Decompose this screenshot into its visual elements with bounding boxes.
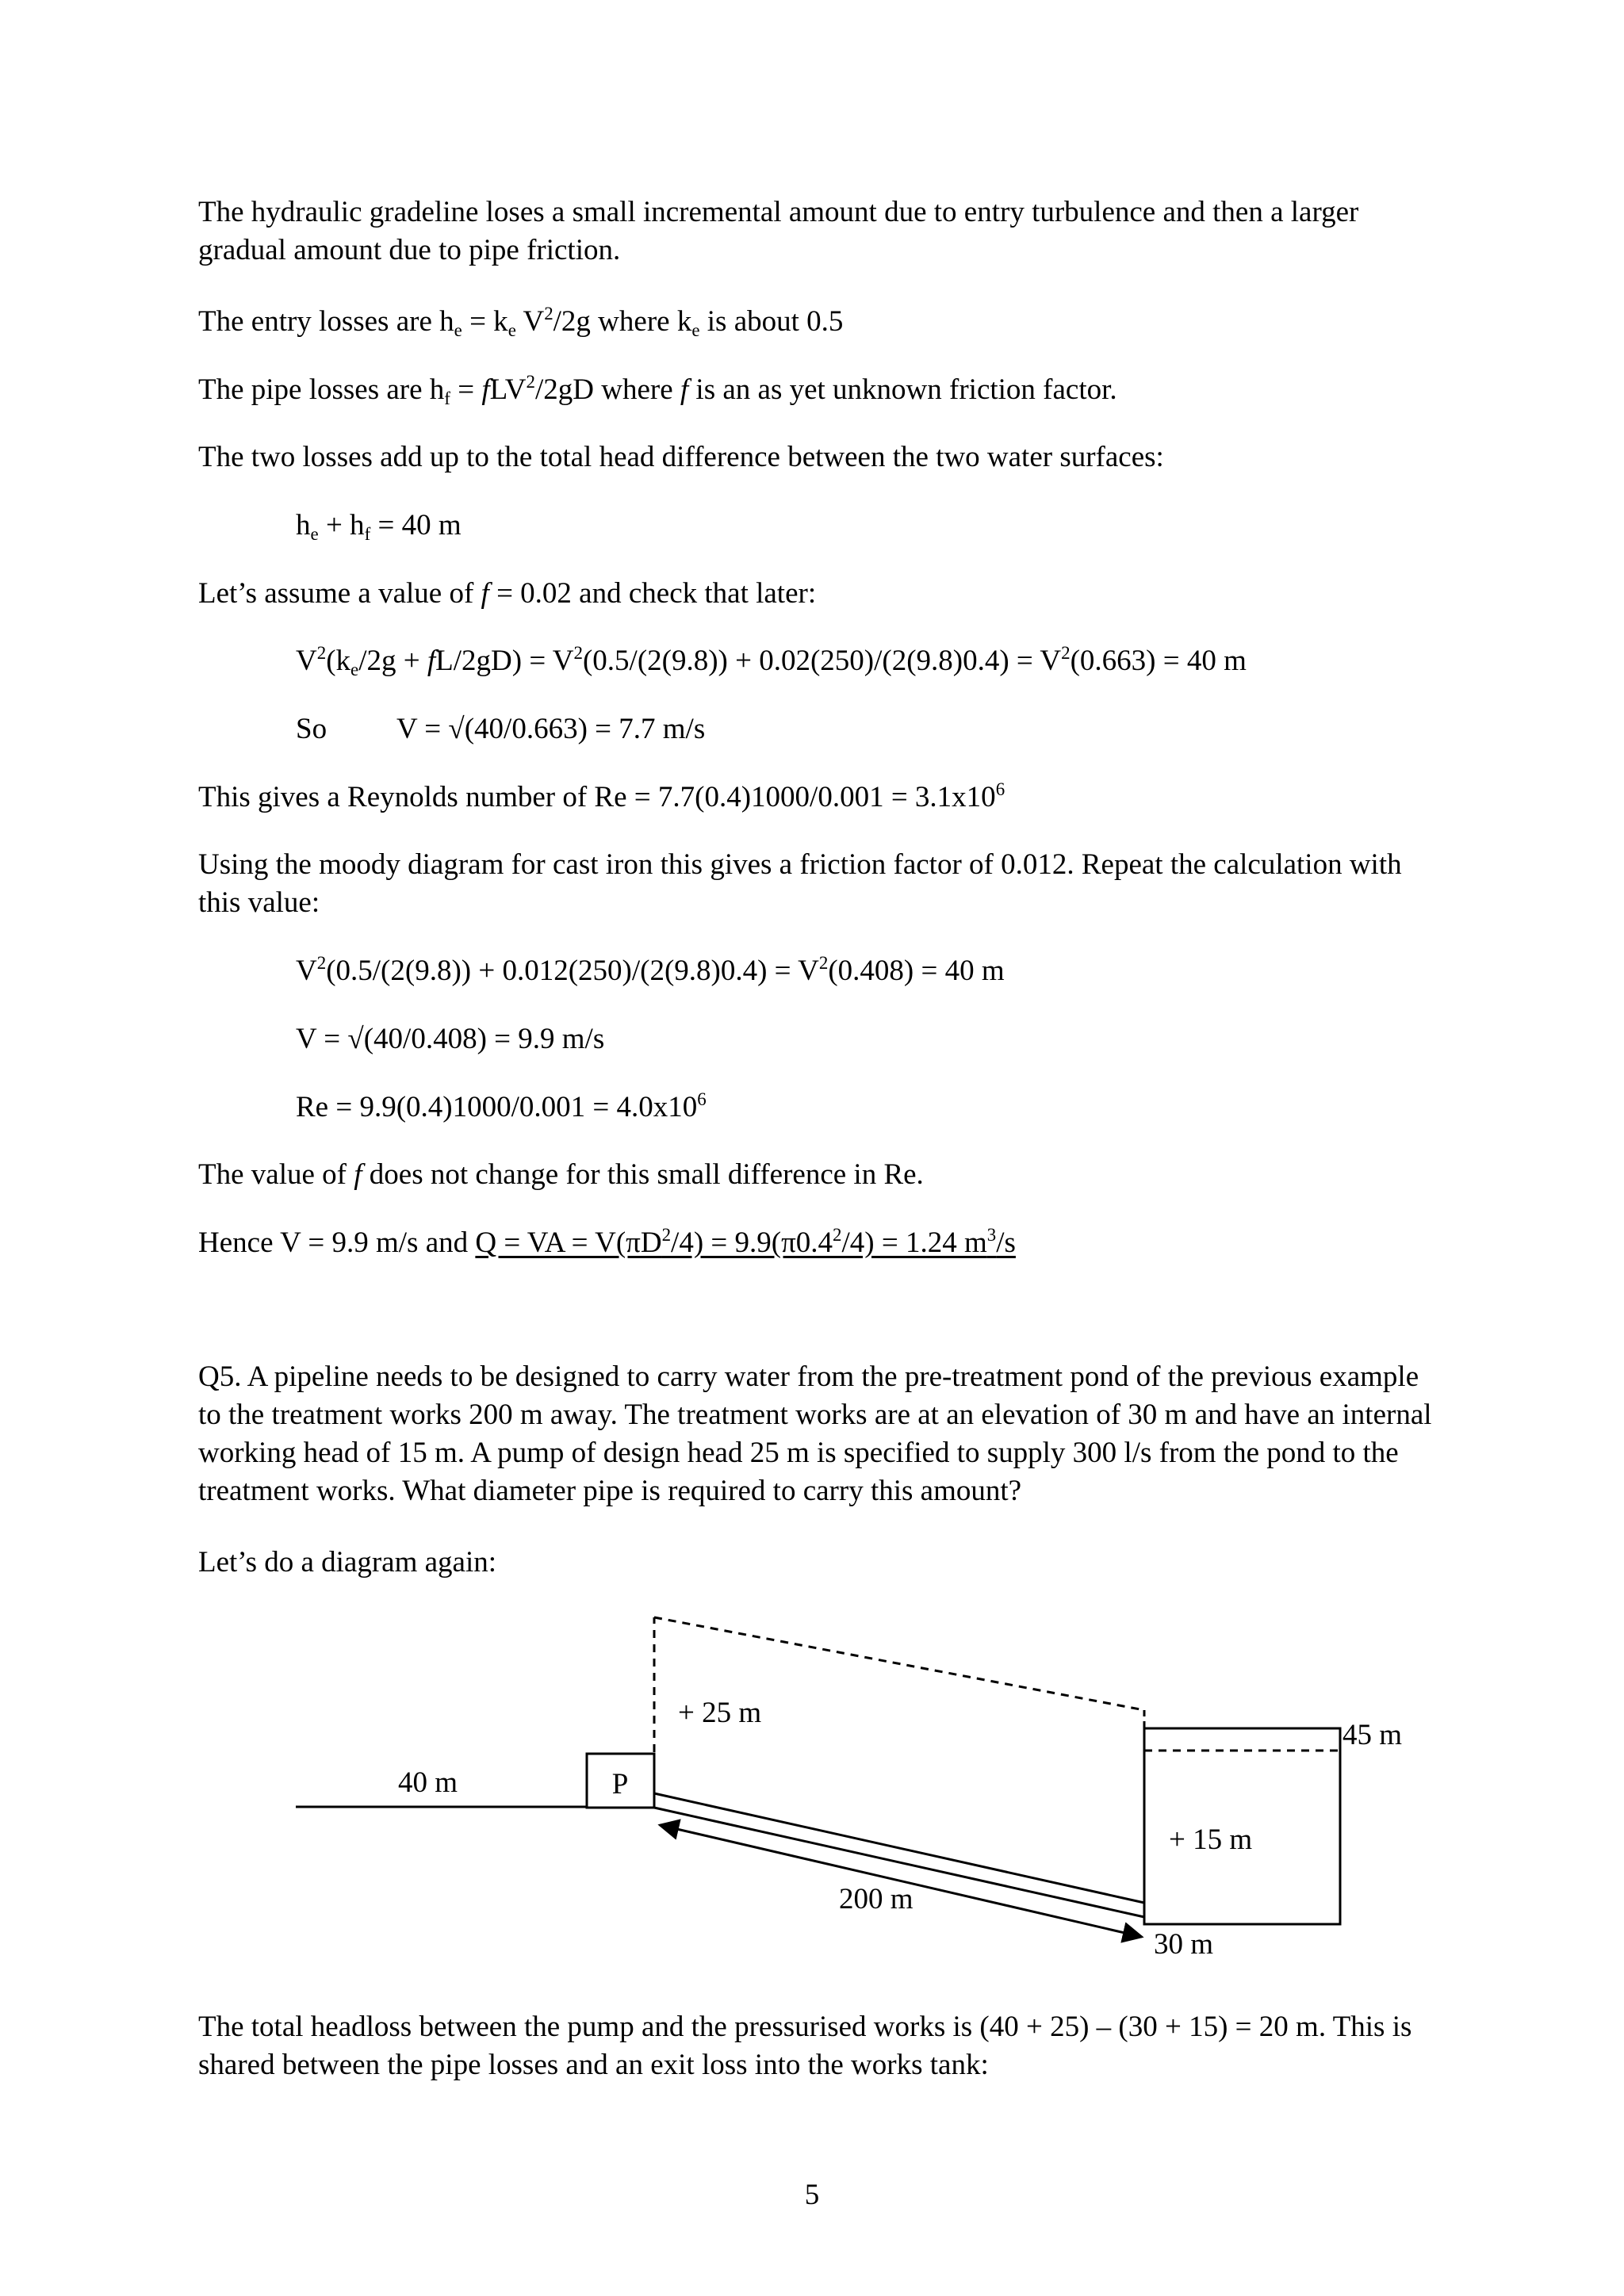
paragraph-text: The hydraulic gradeline loses a small incremental amount due to entry turbulence and then a larger gradual amount due to pipe friction. (198, 196, 1359, 267)
paragraph-diagram-intro: Let’s do a diagram again: (198, 1546, 497, 1578)
works-level-label: 45 m (1342, 1719, 1403, 1751)
paragraph-pipe-losses: The pipe losses are $h_f = fLV^2/2gD$ where f is an as yet unknown friction factor. (198, 372, 1117, 408)
equation-reynolds-second: $Re = 9.9(0.4)1000/0.001 = 4.0x10^6$ (296, 1089, 707, 1123)
paragraph-flow-result: Hence V = 9.9 m/s and Q = VA = $V(\pi D^2/4) = 9.9(\pi 0.4^2/4) = 1.24$ $m^3/s$ (198, 1225, 1016, 1259)
pump-head-label: + 25 m (678, 1697, 762, 1729)
paragraph-assume: Let’s assume a value of f = 0.02 and check that later: (198, 577, 817, 610)
paragraph-moody: Using the moody diagram for cast iron this gives a friction factor of 0.012. Repeat the calculation with this value: (198, 848, 1402, 920)
paragraph-losses-sum: The two losses add up to the total head difference between the two water surfaces: (198, 441, 1164, 473)
flow-result-underlined: Q = VA = $V(\pi D^2/4) = 9.9(\pi 0.4^2/4) = 1.24$ $m^3/s$ (475, 1225, 1016, 1259)
paragraph-entry-losses: The entry losses are $h_e = k_e$ $V^2/2g$ where $k_e$ is about 0.5 (198, 304, 844, 340)
paragraph-headloss: The total headloss between the pump and the pressurised works is (40 + 25) – (30 + 15) = 20 m. This is shared between the pipe losses and an exit loss into the works tank: (198, 2011, 1412, 2082)
equation-velocity-result: So V = √(40/0.663) = 7.7 m/s (296, 713, 706, 745)
equation-velocity-second: V = √(40/0.408) = 9.9 m/s (296, 1023, 605, 1055)
pipe-length-label: 200 m (839, 1883, 914, 1915)
paragraph-friction-unchanged: The value of f does not change for this small difference in Re. (198, 1158, 924, 1191)
paragraph-reynolds: This gives a Reynolds number of $Re = 7.7(0.4)1000/0.001 = 3.1x10^6$ (198, 779, 1005, 813)
equation-velocity-first: $V^2(k_e/2g + fL/2gD) = V^2(0.5/(2(9.8)) + 0.02(250)/(2(9.8)0.4) = V^2(0.663) = 40$ m (296, 643, 1247, 679)
pump-label: P (611, 1768, 629, 1800)
works-head-label: + 15 m (1169, 1823, 1253, 1856)
paragraph-question-5: Q5. A pipeline needs to be designed to carry water from the pre-treatment pond of the previous example to the treatment works 200 m away. The treatment works are at an elevation of 30 m and have an internal working head of 15 m. A pump of design head 25 m is specified to supply 300 l/s from the pond to the treatment works. What diameter pipe is required to carry this amount? (198, 1360, 1432, 1508)
works-elevation-label: 30 m (1154, 1928, 1214, 1961)
pond-level-label: 40 m (398, 1766, 458, 1799)
equation-repeat: $V^2(0.5/(2(9.8)) + 0.012(250)/(2(9.8)0.4) = V^2(0.408) = 40$ m (296, 953, 1005, 987)
page-number: 5 (804, 2179, 820, 2211)
equation-total-head: $h_e + h_f = 40$ m (296, 509, 462, 544)
length-dimension-arrow (660, 1825, 1142, 1937)
